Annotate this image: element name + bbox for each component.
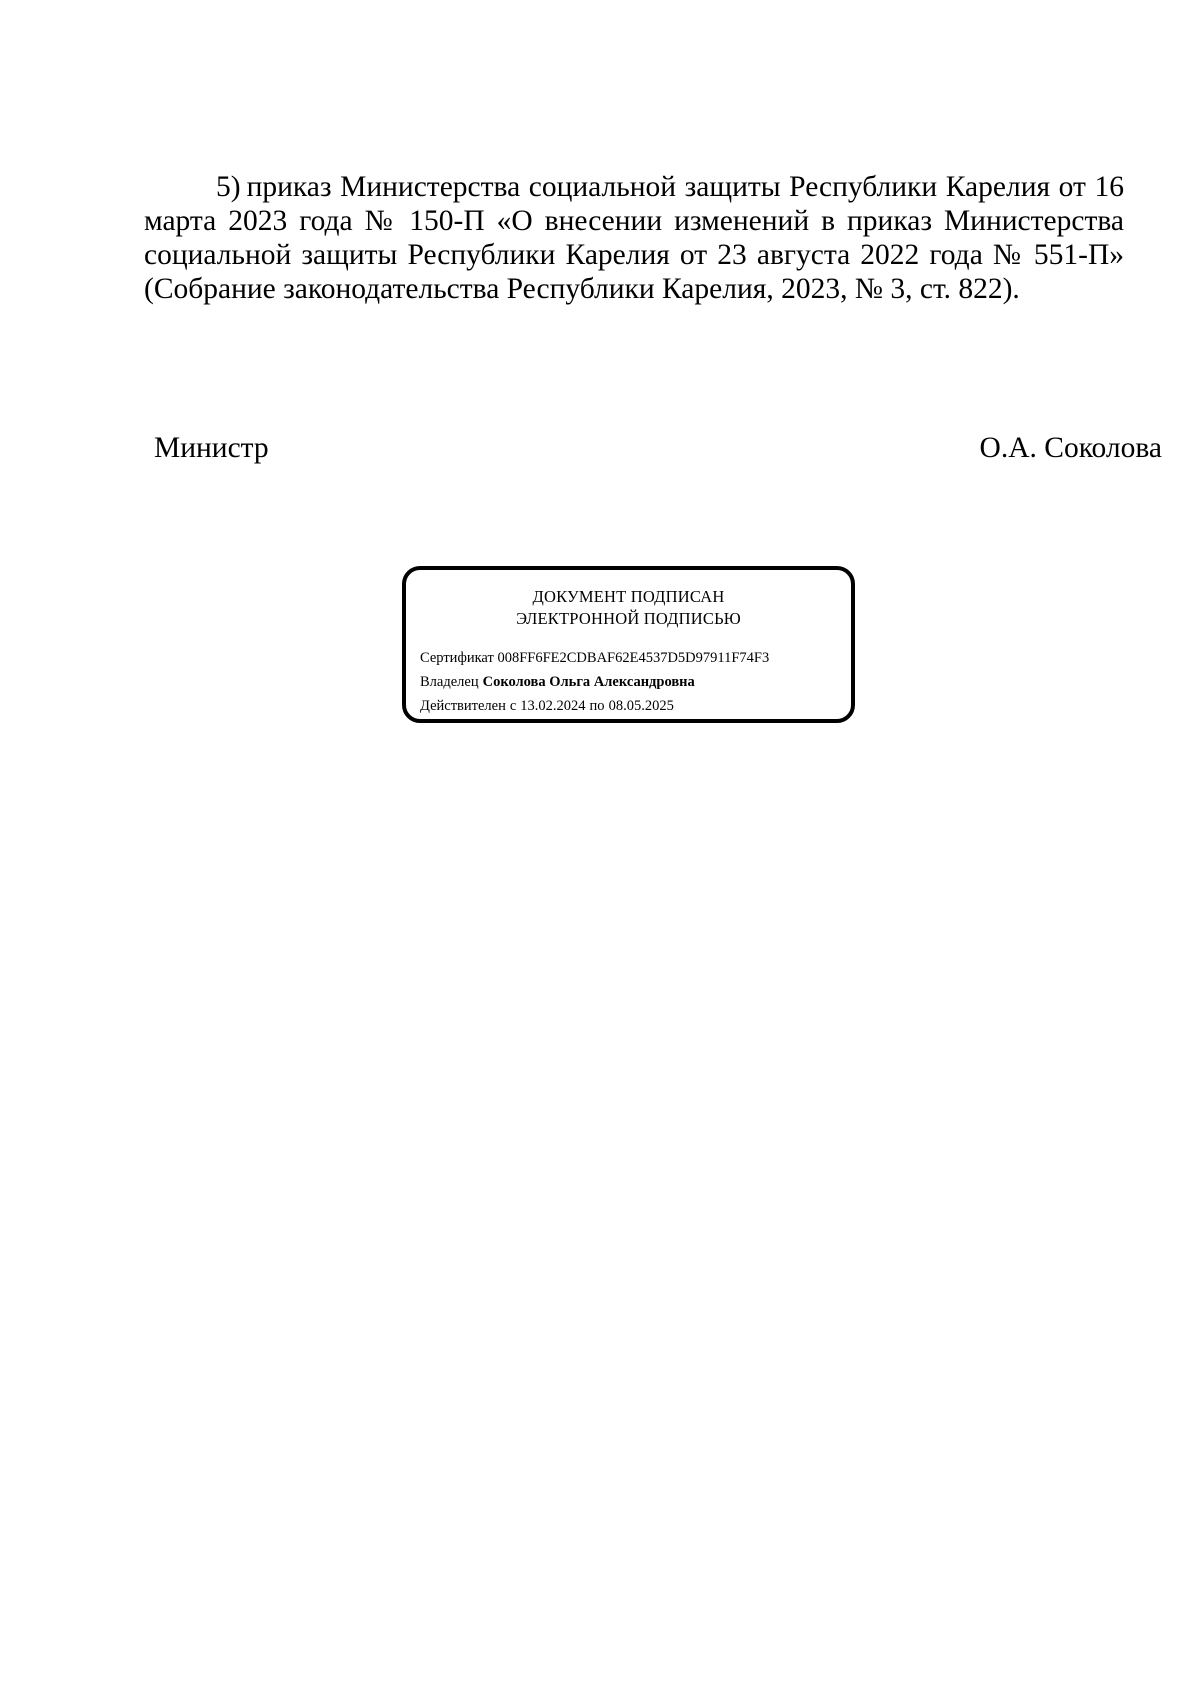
stamp-heading: [406, 586, 851, 630]
electronic-signature-stamp: [402, 566, 855, 723]
stamp-validity: [420, 698, 674, 715]
signer-name: О.А. Соколова: [979, 432, 1162, 464]
certificate-label: Сертификат: [420, 650, 494, 666]
valid-to-label: по: [589, 698, 605, 714]
stamp-owner: [420, 674, 695, 691]
document-paragraph: [144, 170, 1124, 306]
valid-to: 08.05.2025: [608, 698, 674, 714]
valid-from-label: с: [509, 698, 517, 714]
signature-block: [154, 432, 1162, 472]
stamp-heading-line1: ДОКУМЕНТ ПОДПИСАН: [532, 587, 725, 606]
owner-value: Соколова Ольга Александровна: [482, 674, 695, 690]
paragraph-text: приказ Министерства социальной защиты Республики Карелия от 16 марта 2023 года № 150-П «О внесении изменений в приказ Министерства социальной защиты Республики Карелия от 23 августа 2022 года № 551-П» (Собрание законодательства Республики Карелия, 2023, № 3, ст. 822).: [144, 171, 1124, 305]
stamp-heading-line2: ЭЛЕКТРОННОЙ ПОДПИСЬЮ: [516, 609, 741, 628]
certificate-value: 008FF6FE2CDBAF62E4537D5D97911F74F3: [497, 650, 770, 666]
valid-from: 13.02.2024: [520, 698, 586, 714]
paragraph-number: 5): [216, 171, 241, 203]
owner-label: Владелец: [420, 674, 479, 690]
stamp-certificate: [420, 650, 769, 667]
signer-title: Министр: [154, 432, 269, 464]
valid-label: Действителен: [420, 698, 506, 714]
